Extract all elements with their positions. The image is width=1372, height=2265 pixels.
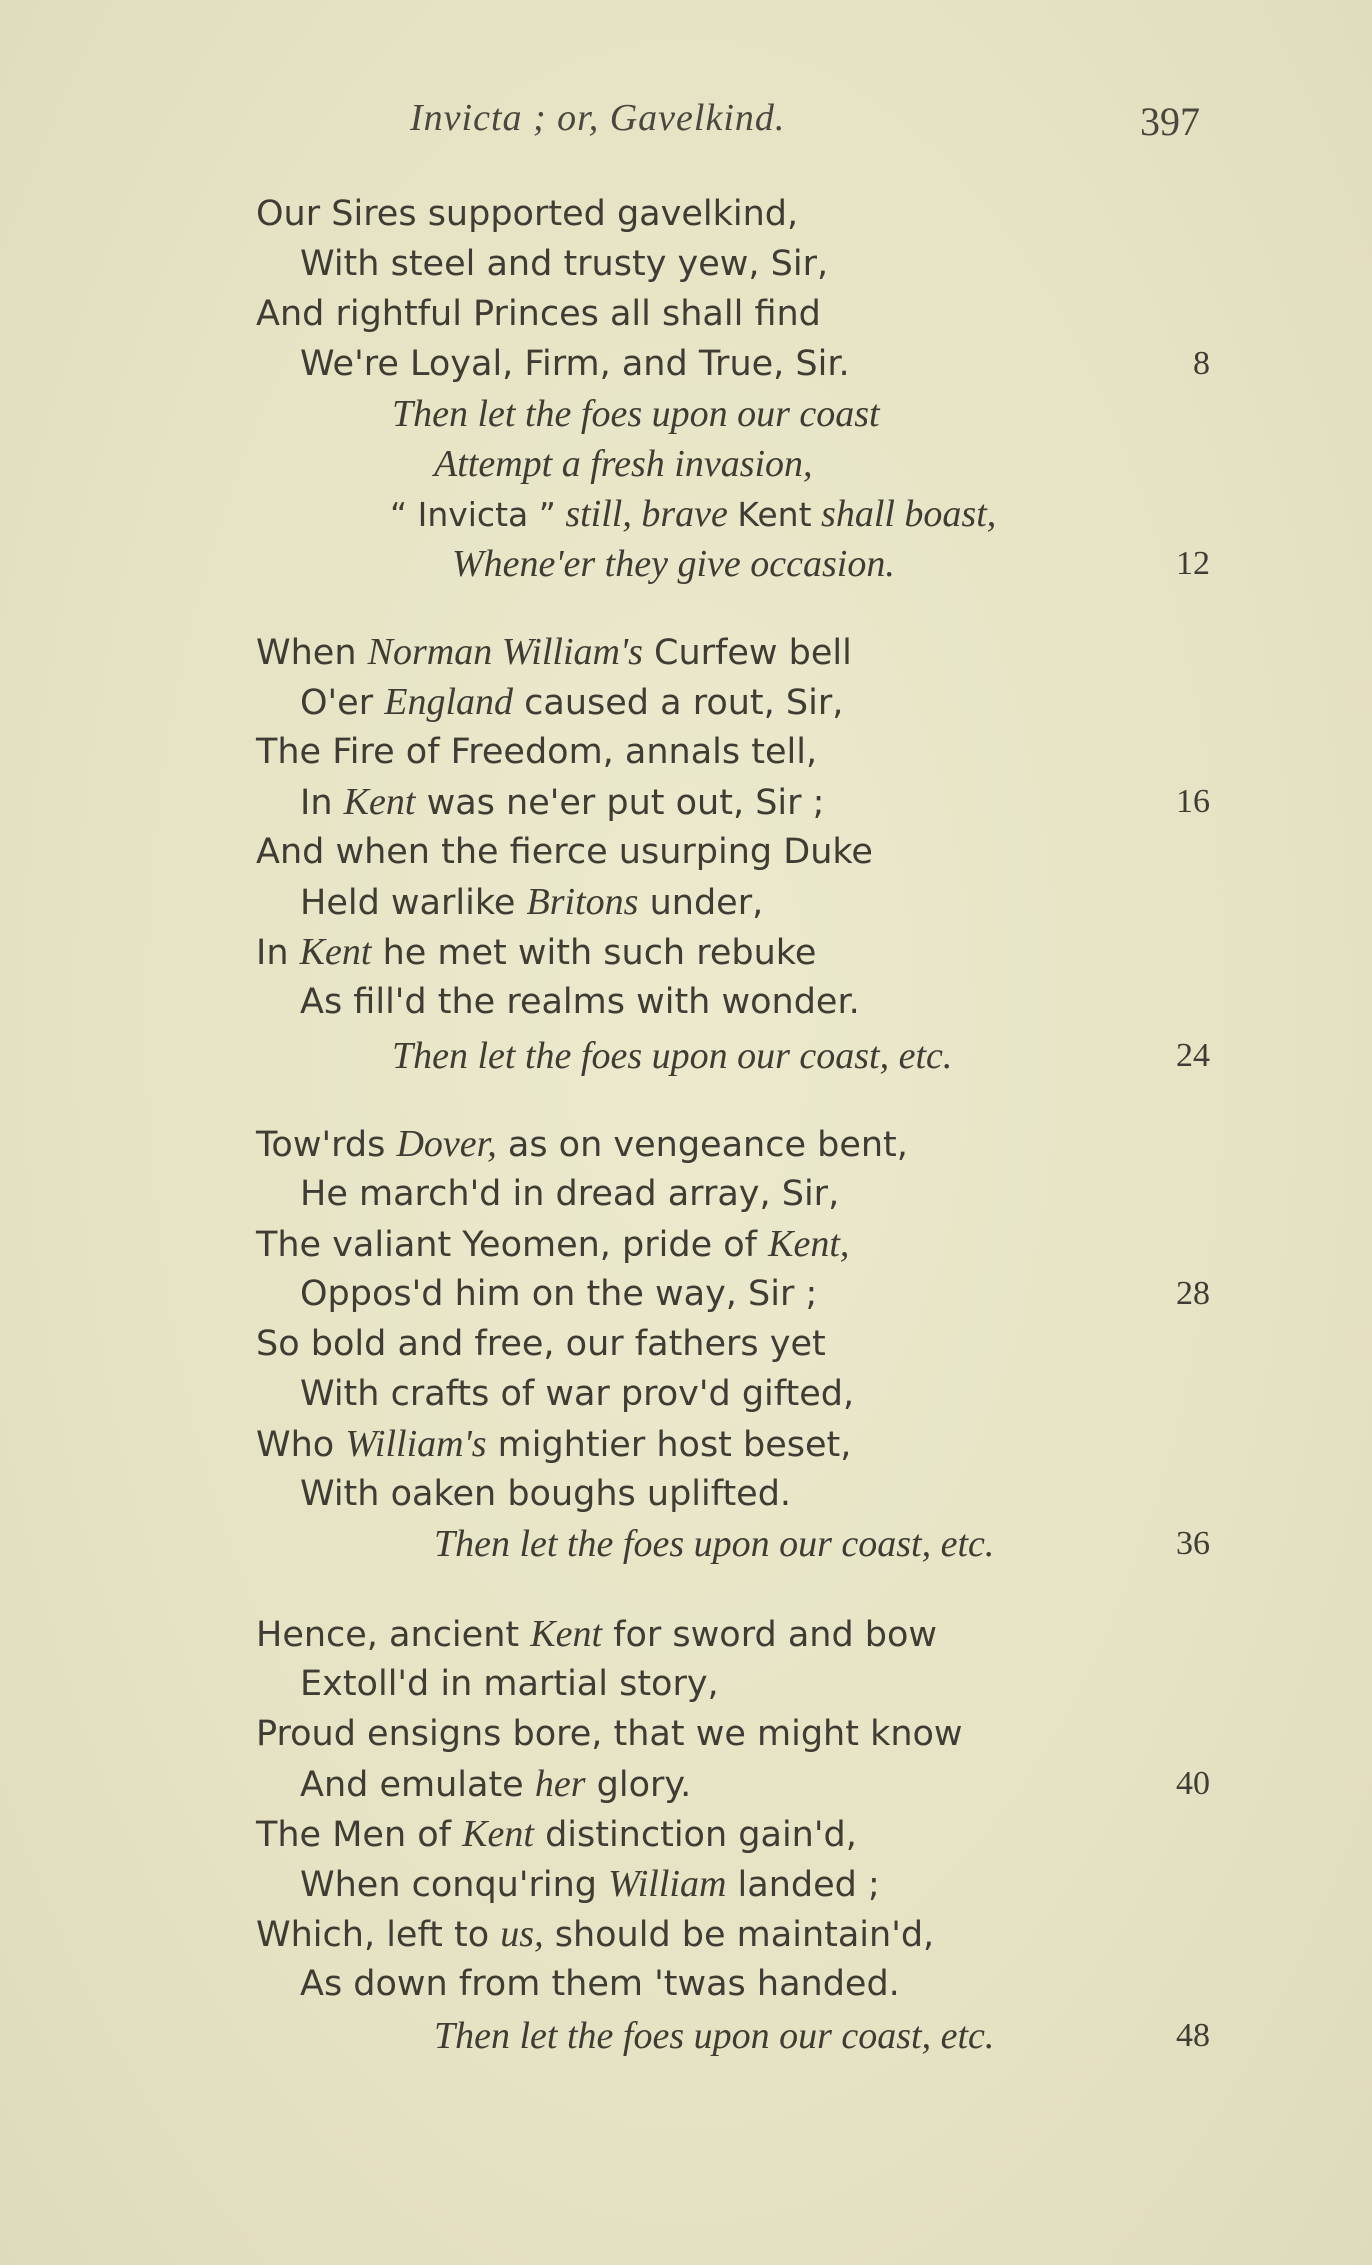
verse-line <box>300 1859 880 1909</box>
line-segment: O'er <box>300 683 374 723</box>
verse-line <box>256 1609 937 1659</box>
verse-line <box>256 1119 908 1169</box>
verse-line <box>256 927 816 977</box>
verse-line: And when the fierce usurping Duke <box>256 832 873 872</box>
line-segment: Kent <box>343 781 416 823</box>
line-segment: distinction gain'd, <box>545 1815 857 1855</box>
verse-line: With crafts of war prov'd gifted, <box>300 1374 855 1414</box>
line-segment: In <box>300 783 333 823</box>
verse-line <box>256 627 852 677</box>
verse-line: Extoll'd in martial story, <box>300 1664 719 1704</box>
line-number: 40 <box>1176 1765 1210 1802</box>
line-segment: Kent <box>299 931 372 973</box>
verse-line: We're Loyal, Firm, and True, Sir. <box>300 344 850 384</box>
line-segment: William <box>608 1863 727 1905</box>
verse-line: With steel and trusty yew, Sir, <box>300 244 829 284</box>
line-segment: Hence, ancient <box>256 1615 520 1655</box>
verse-line: With oaken boughs uplifted. <box>300 1474 792 1514</box>
line-number: 48 <box>1176 2017 1210 2054</box>
line-segment: as on vengeance bent, <box>507 1125 908 1165</box>
line-segment: The valiant Yeomen, pride of <box>256 1225 757 1265</box>
line-segment: caused a rout, Sir, <box>524 683 844 723</box>
line-segment: Tow'rds <box>256 1125 386 1165</box>
verse-line: The Fire of Freedom, annals tell, <box>256 732 818 772</box>
line-segment: Dover, <box>396 1123 497 1165</box>
refrain-line: Attempt a fresh invasion, <box>434 443 813 485</box>
verse-line: As fill'd the realms with wonder. <box>300 982 860 1022</box>
line-segment: her <box>534 1763 586 1805</box>
line-segment: should be maintain'd, <box>554 1915 935 1955</box>
line-segment: us, <box>500 1913 544 1955</box>
page-number: 397 <box>1140 99 1200 144</box>
line-segment: still, brave <box>565 493 728 535</box>
line-segment: under, <box>649 883 764 923</box>
line-segment: was ne'er put out, Sir ; <box>426 783 825 823</box>
verse-line <box>300 677 843 727</box>
refrain-line: Whene'er they give occasion. <box>452 543 895 585</box>
line-number: 16 <box>1176 783 1210 820</box>
verse-line: So bold and free, our fathers yet <box>256 1324 826 1364</box>
line-segment: Kent <box>462 1813 534 1855</box>
running-header-title: Invicta ; or, Gavelkind. <box>410 97 786 139</box>
verse-line <box>256 1219 849 1269</box>
line-segment: Kent, <box>768 1223 850 1265</box>
refrain-line <box>390 489 996 539</box>
line-number: 12 <box>1176 545 1210 582</box>
line-segment: Curfew bell <box>654 633 852 673</box>
line-number: 8 <box>1193 345 1210 382</box>
line-segment: Kent <box>530 1613 603 1655</box>
line-segment: landed ; <box>737 1865 880 1905</box>
line-segment: Norman William's <box>367 631 643 673</box>
verse-line: As down from them 'twas handed. <box>300 1964 900 2004</box>
line-segment: glory. <box>596 1765 692 1805</box>
line-segment: When conqu'ring <box>300 1865 598 1905</box>
line-segment: And emulate <box>300 1765 524 1805</box>
verse-line <box>256 1419 851 1469</box>
line-segment: William's <box>345 1423 487 1465</box>
line-segment: Who <box>256 1425 335 1465</box>
line-segment: Kent <box>737 495 812 534</box>
refrain-line: Then let the foes upon our coast, etc. <box>434 2015 995 2057</box>
line-segment: shall boast, <box>821 493 997 535</box>
refrain-line: Then let the foes upon our coast, etc. <box>434 1523 995 1565</box>
verse-line: He march'd in dread array, Sir, <box>300 1174 840 1214</box>
verse-line: Our Sires supported gavelkind, <box>256 194 799 234</box>
line-segment: In <box>256 933 289 973</box>
line-segment: The Men of <box>256 1815 451 1855</box>
line-segment: “ Invicta ” <box>390 495 556 534</box>
line-number: 24 <box>1176 1037 1210 1074</box>
line-segment: Britons <box>526 881 639 923</box>
line-segment: When <box>256 633 357 673</box>
line-segment: Held warlike <box>300 883 516 923</box>
verse-line <box>256 1909 934 1959</box>
verse-line <box>300 777 824 827</box>
line-segment: mightier host beset, <box>497 1425 852 1465</box>
verse-line <box>256 1809 857 1859</box>
verse-line: Oppos'd him on the way, Sir ; <box>300 1274 818 1314</box>
refrain-line: Then let the foes upon our coast <box>392 393 880 435</box>
line-segment: England <box>384 681 514 723</box>
line-segment: Which, left to <box>256 1915 490 1955</box>
verse-line <box>300 1759 691 1809</box>
verse-line: Proud ensigns bore, that we might know <box>256 1714 963 1754</box>
line-segment: he met with such rebuke <box>382 933 817 973</box>
refrain-line: Then let the foes upon our coast, etc. <box>392 1035 953 1077</box>
verse-line: And rightful Princes all shall find <box>256 294 821 334</box>
line-number: 36 <box>1176 1525 1210 1562</box>
line-segment: for sword and bow <box>613 1615 938 1655</box>
verse-line <box>300 877 763 927</box>
line-number: 28 <box>1176 1275 1210 1312</box>
